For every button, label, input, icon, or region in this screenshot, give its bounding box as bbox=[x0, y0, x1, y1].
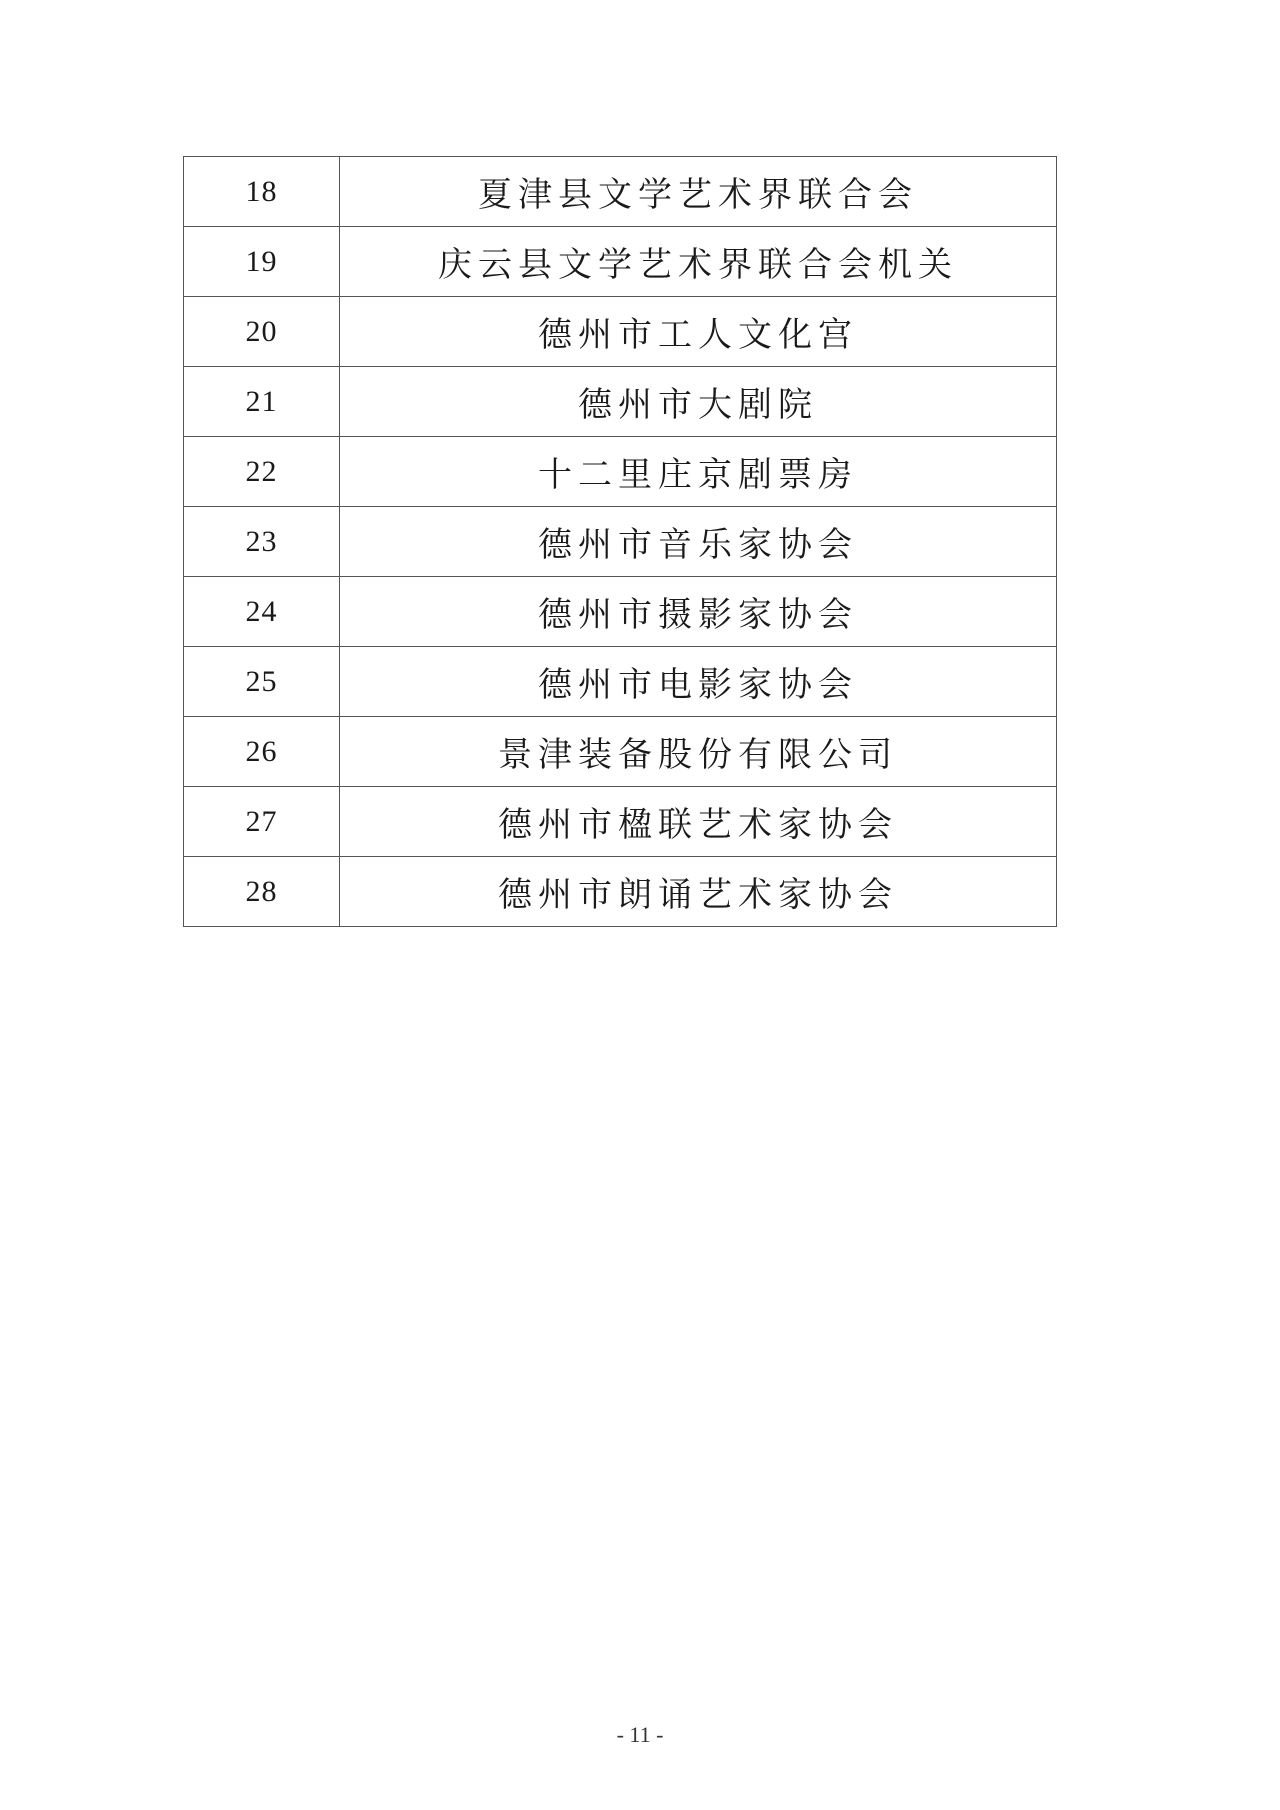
organization-name: 夏津县文学艺术界联合会 bbox=[340, 157, 1057, 227]
table-row bbox=[184, 787, 1057, 857]
table-row bbox=[184, 507, 1057, 577]
organization-name: 德州市音乐家协会 bbox=[340, 507, 1057, 577]
organization-name: 十二里庄京剧票房 bbox=[340, 437, 1057, 507]
table-row bbox=[184, 437, 1057, 507]
row-number: 24 bbox=[184, 577, 340, 647]
row-number: 25 bbox=[184, 647, 340, 717]
row-number: 18 bbox=[184, 157, 340, 227]
table-row bbox=[184, 577, 1057, 647]
organization-name: 德州市摄影家协会 bbox=[340, 577, 1057, 647]
row-number: 23 bbox=[184, 507, 340, 577]
table-row bbox=[184, 367, 1057, 437]
page-number: - 11 - bbox=[616, 1722, 664, 1747]
table-row bbox=[184, 647, 1057, 717]
table-row bbox=[184, 297, 1057, 367]
row-number: 28 bbox=[184, 857, 340, 927]
organization-table-body bbox=[184, 157, 1057, 927]
row-number: 22 bbox=[184, 437, 340, 507]
row-number: 26 bbox=[184, 717, 340, 787]
organization-name: 德州市工人文化宫 bbox=[340, 297, 1057, 367]
organization-name: 庆云县文学艺术界联合会机关 bbox=[340, 227, 1057, 297]
row-number: 21 bbox=[184, 367, 340, 437]
row-number: 20 bbox=[184, 297, 340, 367]
organization-name: 德州市朗诵艺术家协会 bbox=[340, 857, 1057, 927]
organization-name: 德州市电影家协会 bbox=[340, 647, 1057, 717]
table-row bbox=[184, 227, 1057, 297]
row-number: 27 bbox=[184, 787, 340, 857]
organization-name: 德州市楹联艺术家协会 bbox=[340, 787, 1057, 857]
organization-name: 德州市大剧院 bbox=[340, 367, 1057, 437]
row-number: 19 bbox=[184, 227, 340, 297]
table-row bbox=[184, 717, 1057, 787]
organization-name: 景津装备股份有限公司 bbox=[340, 717, 1057, 787]
table-row bbox=[184, 857, 1057, 927]
organization-table bbox=[183, 156, 1057, 927]
table-row bbox=[184, 157, 1057, 227]
